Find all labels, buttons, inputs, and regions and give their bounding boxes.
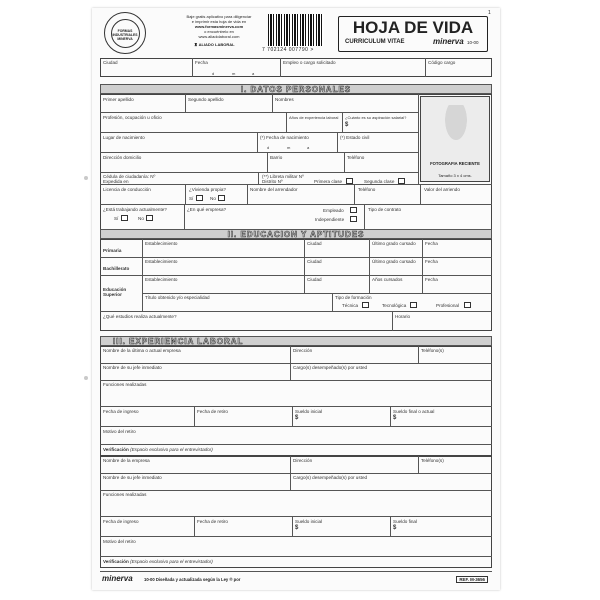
label-cedula: Cédula de ciudadanía: Nº: [103, 174, 156, 179]
label-direccion: Dirección: [293, 458, 313, 463]
section-title: II. EDUCACION Y APTITUDES: [227, 230, 365, 239]
label-fecha: Fecha: [425, 259, 438, 264]
label-fecha-ingreso: Fecha de ingreso: [103, 519, 139, 524]
label-libreta: (**) Libreta militar Nº: [262, 174, 304, 179]
label-arrendador: Nombre del arrendador: [250, 187, 298, 192]
checkbox-tecnica[interactable]: [362, 302, 369, 308]
label-bachillerato: Bachillerato: [103, 266, 130, 271]
footer-ref: REF. M-3656: [456, 576, 488, 583]
label-anos-cursados: Años cursados: [372, 277, 403, 282]
form-code: 10-00: [467, 40, 479, 45]
footer-note: 10-00 Diseñada y actualizada según la Ley ® por: [144, 577, 241, 582]
aliado-logo: [194, 42, 235, 47]
promo-line: Baje gratis aplicativo para diligenciar: [186, 14, 252, 19]
label-fecha: Fecha: [425, 277, 438, 282]
seal-text: FORMAS INDUSTRIALES MINERVA: [112, 29, 138, 41]
label-fecha-nacimiento: (*) Fecha de nacimiento: [260, 135, 309, 140]
label-sueldo-final: Sueldo final: [393, 519, 418, 524]
label-motivo-retiro: Motivo del retiro: [103, 429, 136, 434]
label-verificacion: [103, 559, 213, 564]
label-ciudad: Ciudad: [307, 259, 322, 264]
label-peso: $: [393, 525, 397, 531]
checkbox-trabajando-no[interactable]: [146, 215, 153, 221]
label-jefe: Nombre de su jefe inmediato: [103, 365, 162, 370]
label-fecha-retiro: Fecha de retiro: [197, 409, 228, 414]
label-funciones: Funciones realizadas: [103, 492, 147, 497]
label-barrio: Barrio: [270, 155, 283, 160]
checkbox-independiente[interactable]: [350, 216, 357, 222]
photo-box: [420, 96, 490, 182]
label-lugar-nacimiento: Lugar de nacimiento: [103, 135, 145, 140]
label-vivienda: ¿Vivienda propia?: [189, 187, 226, 192]
label-distrito: Distrito Nº: [262, 179, 283, 184]
verificacion-note: (Espacio exclusivo para el entrevistador): [130, 559, 213, 564]
promo-line: o encuéntrelo en www.aliadolaboral.com: [198, 29, 240, 39]
barcode: [268, 14, 324, 46]
label-valor-arriendo: Valor del arriendo: [424, 187, 460, 192]
label-verificacion: [103, 447, 213, 452]
checkbox-profesional[interactable]: [464, 302, 471, 308]
form-sheet: [92, 8, 500, 590]
checkbox-segunda-clase[interactable]: [398, 178, 405, 184]
photo-size: Tamaño 3 x 4 cms.: [438, 173, 472, 178]
label-telefono: Teléfono: [347, 155, 365, 160]
photo-label: FOTOGRAFIA RECIENTE: [430, 161, 480, 166]
label-tecnologica: Tecnológica: [382, 303, 407, 308]
verificacion-title: Verificación: [103, 559, 129, 564]
label-peso: $: [393, 415, 397, 421]
label-estado-civil: (*) Estado civil: [340, 135, 370, 140]
label-nombres: Nombres: [275, 97, 294, 102]
label-fecha-ingreso: Fecha de ingreso: [103, 409, 139, 414]
label-fecha: Fecha: [425, 241, 438, 246]
promo-line: e imprimir esta hoja de vida en: [191, 19, 247, 24]
label-profesional: Profesional: [436, 303, 459, 308]
section-experiencia: [100, 336, 492, 346]
verificacion-note: (Espacio exclusivo para el entrevistador): [130, 447, 213, 452]
label-sueldo-final: Sueldo final o actual: [393, 409, 435, 414]
label-no: No: [138, 216, 144, 221]
label-a: a: [307, 145, 310, 150]
checkbox-vivienda-si[interactable]: [196, 195, 203, 201]
binder-hole: [84, 376, 88, 380]
promo-line: www.formasminerva.com: [194, 24, 244, 29]
label-m: m: [287, 145, 291, 150]
label-segunda-clase: Segunda clase: [364, 179, 395, 184]
checkbox-tecnologica[interactable]: [410, 302, 417, 308]
checkbox-primera-clase[interactable]: [346, 178, 353, 184]
label-horario: Horario: [395, 314, 411, 319]
label-empleado: Empleado: [323, 208, 344, 213]
footer-brand: minerva: [102, 574, 133, 583]
label-direccion: Dirección: [293, 348, 313, 353]
label-trabajando: ¿Está trabajando actualmente?: [103, 207, 167, 212]
label-fecha: Fecha: [195, 60, 208, 65]
label-m: m: [232, 71, 236, 76]
photo-silhouette-icon: [437, 105, 475, 155]
label-direccion: Dirección domicilio: [103, 155, 142, 160]
label-empresa: Nombre de la empresa: [103, 458, 150, 463]
label-establecimiento: Establecimiento: [145, 241, 178, 246]
label-educacion-superior: Educación Superior: [103, 287, 127, 297]
label-peso: $: [345, 122, 349, 128]
checkbox-trabajando-si[interactable]: [121, 215, 128, 221]
label-tipo-formacion: Tipo de formación: [335, 295, 372, 300]
barcode-number: 7 702124 007790 >: [262, 47, 314, 53]
label-jefe: Nombre de su jefe inmediato: [103, 475, 162, 480]
company-seal: [104, 12, 146, 54]
label-telefono: Teléfono(s): [421, 458, 444, 463]
label-d: d: [267, 145, 270, 150]
label-anos-experiencia: Años de experiencia laboral: [289, 115, 339, 120]
label-primera-clase: Primera clase: [314, 179, 343, 184]
label-a: a: [252, 71, 255, 76]
label-primaria: Primaria: [103, 248, 122, 253]
checkbox-vivienda-no[interactable]: [218, 195, 225, 201]
label-si: Sí: [114, 216, 119, 221]
section-title: I. DATOS PERSONALES: [240, 85, 352, 94]
label-establecimiento: Establecimiento: [145, 277, 178, 282]
label-aspiracion: ¿Cuánto es su aspiración salarial?: [345, 115, 407, 120]
aliado-logo-text: ALIADO LABORAL: [198, 42, 235, 47]
label-ciudad: Ciudad: [103, 60, 118, 65]
label-cargo: Cargo(s) desempeñado(s) por usted: [293, 365, 368, 370]
section-educacion: [100, 229, 492, 239]
promo-text: [184, 14, 254, 39]
checkbox-empleado[interactable]: [350, 207, 357, 213]
label-d: d: [212, 71, 215, 76]
label-tipo-contrato: Tipo de contrato: [368, 207, 402, 212]
binder-hole: [84, 176, 88, 180]
label-establecimiento: Establecimiento: [145, 259, 178, 264]
person-icon: ♜: [194, 42, 198, 47]
label-ciudad: Ciudad: [307, 277, 322, 282]
label-profesion: Profesión, ocupación u oficio: [103, 115, 162, 120]
label-tecnica: Técnica: [342, 303, 359, 308]
label-sueldo-inicial: Sueldo inicial: [295, 519, 323, 524]
label-estudios-actuales: ¿Qué estudios realiza actualmente?: [103, 314, 177, 319]
label-telefono2: Teléfono: [358, 187, 376, 192]
label-empresa-actual: Nombre de la última o actual empresa: [103, 348, 181, 353]
label-peso: $: [295, 415, 299, 421]
label-cargo: Cargo(s) desempeñado(s) por usted: [293, 475, 368, 480]
label-independiente: Independiente: [315, 217, 345, 222]
form-subtitle: CURRICULUM VITAE: [345, 39, 405, 45]
label-licencia: Licencia de conducción: [103, 187, 151, 192]
label-peso: $: [295, 525, 299, 531]
label-funciones: Funciones realizadas: [103, 382, 147, 387]
label-expedida: Expedida en: [103, 179, 129, 184]
label-ciudad: Ciudad: [307, 241, 322, 246]
label-titulo: Título obtenido y/o especialidad: [145, 295, 210, 300]
verificacion-title: Verificación: [103, 447, 129, 452]
label-empleo: Empleo o cargo solicitado: [283, 60, 336, 65]
label-sueldo-inicial: Sueldo inicial: [295, 409, 323, 414]
page-number: 1: [488, 10, 491, 16]
label-ultimo-grado: Último grado cursado: [372, 241, 416, 246]
label-telefono: Teléfono(s): [421, 348, 444, 353]
section-datos-personales: [100, 84, 492, 94]
label-que-empresa: ¿En qué empresa?: [187, 207, 227, 212]
label-fecha-retiro: Fecha de retiro: [197, 519, 228, 524]
label-segundo-apellido: Segundo apellido: [188, 97, 224, 102]
section-title: III. EXPERIENCIA LABORAL: [113, 337, 244, 346]
title-box: [338, 16, 488, 52]
label-ultimo-grado: Último grado cursado: [372, 259, 416, 264]
label-si: Sí: [189, 196, 194, 201]
footer: [100, 571, 492, 586]
label-no: No: [210, 196, 216, 201]
label-codigo: Código cargo: [428, 60, 456, 65]
brand-name: minerva: [433, 37, 464, 46]
label-motivo-retiro: Motivo del retiro: [103, 539, 136, 544]
form-title: HOJA DE VIDA: [352, 18, 474, 37]
label-primer-apellido: Primer apellido: [103, 97, 134, 102]
